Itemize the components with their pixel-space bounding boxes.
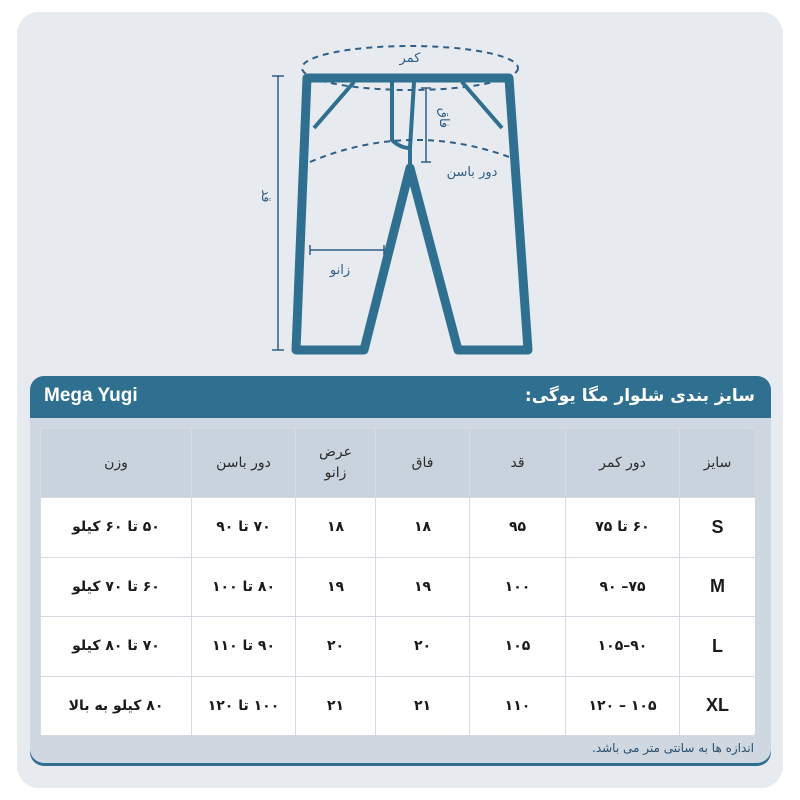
weight-cell: ۶۰ تا ۷۰ کیلو — [41, 557, 192, 617]
waist-cell: ۷۵– ۹۰ — [566, 557, 680, 617]
rise-cell: ۱۹ — [376, 557, 470, 617]
column-header: عرض زانو — [296, 429, 376, 498]
size-table — [40, 428, 755, 736]
length-cell: ۹۵ — [470, 498, 566, 558]
rise-cell: ۱۸ — [376, 498, 470, 558]
hip-label: دور باسن — [446, 165, 498, 180]
rise-cell: ۲۱ — [376, 676, 470, 736]
table-title: سایز بندی شلوار مگا یوگی: — [524, 386, 755, 406]
waist-cell: ۱۰۵ – ۱۲۰ — [566, 676, 680, 736]
hip-cell: ۱۰۰ تا ۱۲۰ — [192, 676, 296, 736]
column-header: قد — [470, 429, 566, 498]
knee-dimension — [310, 245, 384, 255]
pants-details — [314, 82, 502, 170]
column-header: فاق — [376, 429, 470, 498]
hip-cell: ۸۰ تا ۱۰۰ — [192, 557, 296, 617]
waist-cell: ۶۰ تا ۷۵ — [566, 498, 680, 558]
brand-name: Mega Yugi — [44, 385, 138, 406]
table-header-bar — [30, 376, 771, 418]
size-cell: S — [680, 498, 756, 558]
length-cell: ۱۰۵ — [470, 617, 566, 677]
units-note: اندازه ها به سانتی متر می باشد. — [592, 741, 754, 755]
knee-cell: ۲۰ — [296, 617, 376, 677]
column-header: دور باسن — [192, 429, 296, 498]
hip-cell: ۹۰ تا ۱۱۰ — [192, 617, 296, 677]
weight-cell: ۵۰ تا ۶۰ کیلو — [41, 498, 192, 558]
pants-diagram — [0, 0, 800, 380]
table-row — [41, 557, 756, 617]
column-header: وزن — [41, 429, 192, 498]
length-cell: ۱۱۰ — [470, 676, 566, 736]
column-header: سایز — [680, 429, 756, 498]
rise-label: فاق — [436, 107, 451, 129]
length-cell: ۱۰۰ — [470, 557, 566, 617]
weight-cell: ۸۰ کیلو به بالا — [41, 676, 192, 736]
size-cell: M — [680, 557, 756, 617]
hip-cell: ۷۰ تا ۹۰ — [192, 498, 296, 558]
knee-cell: ۱۸ — [296, 498, 376, 558]
rise-cell: ۲۰ — [376, 617, 470, 677]
rise-dimension — [421, 88, 431, 162]
table-row — [41, 498, 756, 558]
knee-cell: ۱۹ — [296, 557, 376, 617]
column-header: دور کمر — [566, 429, 680, 498]
waist-label: کمر — [399, 51, 421, 66]
length-dimension — [272, 76, 284, 350]
knee-cell: ۲۱ — [296, 676, 376, 736]
knee-label: زانو — [329, 263, 351, 278]
size-cell: XL — [680, 676, 756, 736]
waist-cell: ۹۰–۱۰۵ — [566, 617, 680, 677]
length-label: قد — [258, 189, 273, 203]
table-header-row — [41, 429, 756, 498]
weight-cell: ۷۰ تا ۸۰ کیلو — [41, 617, 192, 677]
table-row — [41, 676, 756, 736]
table-row — [41, 617, 756, 677]
size-cell: L — [680, 617, 756, 677]
